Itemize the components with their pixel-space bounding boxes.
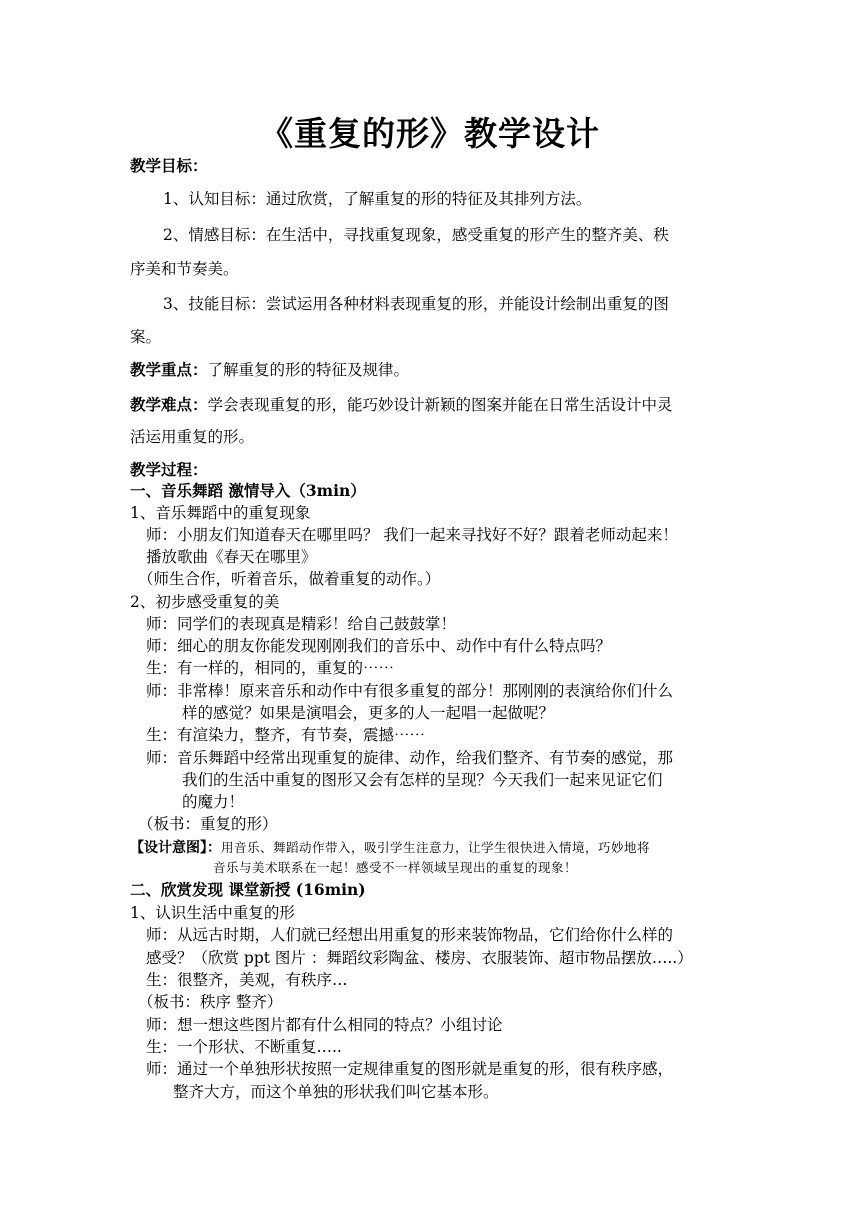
document-title: 《重复的形》教学设计 [260, 114, 600, 153]
objective-skill-cont: 案。 [130, 328, 162, 346]
section2-line: （板书：秩序 整齐） [138, 993, 283, 1011]
section1-line: 生：有渲染力，整齐，有节奏，震撼⋯⋯ [146, 726, 426, 744]
section2-line: 师：通过一个单独形状按照一定规律重复的图形就是重复的形，很有秩序感， [146, 1060, 674, 1078]
section1-line: 师：音乐舞蹈中经常出现重复的旋律、动作，给我们整齐、有节奏的感觉，那 [146, 749, 674, 767]
key-point-label: 教学重点： [130, 360, 208, 379]
section1-subheading-2: 2、初步感受重复的美 [130, 593, 280, 611]
section2-line: 生：很整齐，美观，有秩序… [146, 971, 348, 989]
design-intent-label: 【设计意图】： [130, 840, 221, 856]
difficulty-text: 学会表现重复的形，能巧妙设计新颖的图案并能在日常生活设计中灵 [207, 396, 673, 414]
difficulty-text-cont: 活运用重复的形。 [130, 428, 255, 446]
difficulty-label: 教学难点： [130, 395, 208, 414]
section2-line: 感受？（欣赏 ppt 图片 ：舞蹈纹彩陶盆、楼房、衣服装饰、超市物品摆放…..） [146, 949, 693, 967]
objective-emotional: 2、情感目标：在生活中，寻找重复现象，感受重复的形产生的整齐美、秩 [163, 226, 669, 244]
section1-line: （师生合作，听着音乐，做着重复的动作。） [138, 570, 441, 588]
section1-line: 生：有一样的，相同的，重复的⋯⋯ [146, 659, 395, 677]
section1-line: 师：非常棒！原来音乐和动作中有很多重复的部分！那刚刚的表演给你们什么 [146, 682, 674, 700]
section1-line: 样的感觉？如果是演唱会，更多的人一起唱一起做呢？ [182, 704, 555, 722]
key-point-text: 了解重复的形的特征及规律。 [207, 361, 410, 379]
section2-line: 整齐大方，而这个单独的形状我们叫它基本形。 [173, 1083, 499, 1101]
key-point [130, 360, 730, 380]
section1-line: 师：同学们的表现真是精彩！给自己鼓鼓掌！ [146, 615, 457, 633]
process-heading: 教学过程： [130, 460, 208, 479]
section2-line: 师：想一想这些图片都有什么相同的特点？小组讨论 [146, 1016, 503, 1034]
objective-skill: 3、技能目标：尝试运用各种材料表现重复的形，并能设计绘制出重复的图 [163, 295, 669, 313]
section2-subheading-1: 1、认识生活中重复的形 [130, 904, 295, 922]
objective-emotional-cont: 序美和节奏美。 [130, 260, 239, 278]
section2-heading: 二、欣赏发现 课堂新授 (16min) [130, 880, 366, 899]
section1-line: （板书：重复的形） [138, 815, 278, 833]
section2-line: 生：一个形状、不断重复….. [146, 1038, 342, 1056]
section1-line: 师：细心的朋友你能发现刚刚我们的音乐中、动作中有什么特点吗？ [146, 637, 612, 655]
design-intent [130, 837, 730, 858]
design-intent-text: 用音乐、舞蹈动作带入，吸引学生注意力，让学生很快进入情境，巧妙地将 [221, 840, 651, 855]
section1-line: 我们的生活中重复的图形又会有怎样的呈现？今天我们一起来见证它们 [182, 771, 663, 789]
design-intent-text-cont: 音乐与美术联系在一起！感受不一样领域呈现出的重复的现象！ [213, 860, 578, 875]
section1-line: 师：小朋友们知道春天在哪里吗？ 我们一起来寻找好不好？跟着老师动起来！ [146, 526, 678, 544]
difficulty [130, 395, 730, 415]
objectives-heading: 教学目标： [130, 156, 208, 175]
section1-line: 播放歌曲《春天在哪里》 [146, 548, 317, 566]
section1-line: 的魔力！ [182, 793, 245, 811]
section1-subheading-1: 1、音乐舞蹈中的重复现象 [130, 504, 311, 522]
section1-heading: 一、音乐舞蹈 激情导入（3min） [130, 481, 366, 500]
objective-cognitive: 1、认知目标：通过欣赏，了解重复的形的特征及其排列方法。 [163, 190, 592, 208]
section2-line: 师：从远古时期，人们就已经想出用重复的形来装饰物品，它们给你什么样的 [146, 926, 674, 944]
